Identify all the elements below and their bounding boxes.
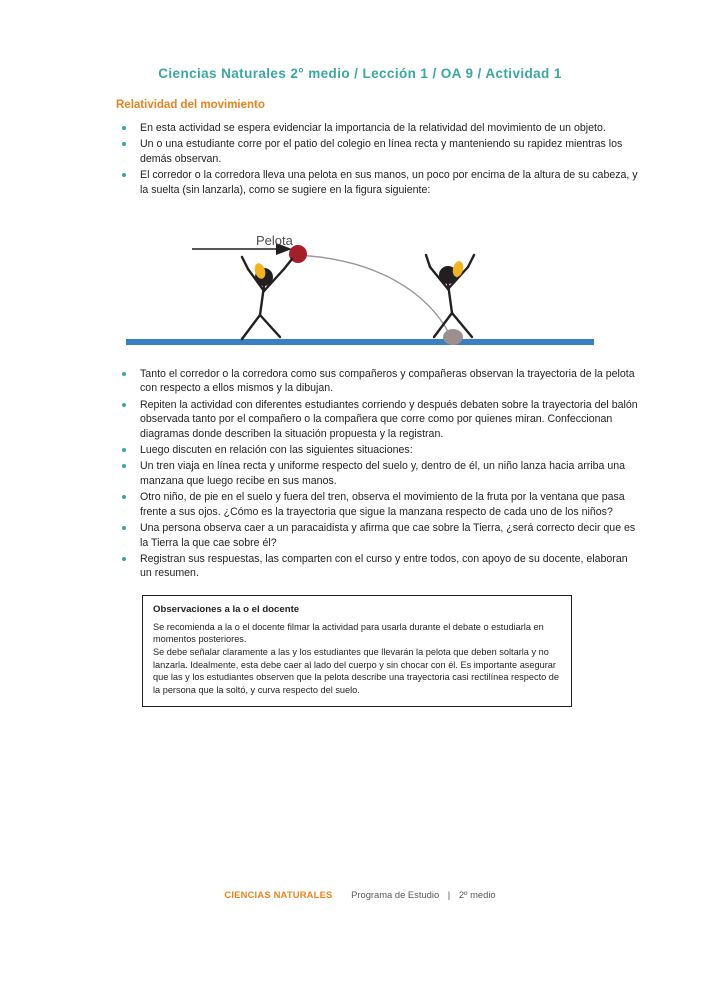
- page-footer: [0, 889, 720, 900]
- list-item: En esta actividad se espera evidenciar la importancia de la relatividad del movimiento de un objeto.: [116, 121, 642, 135]
- ball-landed-icon: [443, 329, 463, 345]
- figure-label: Pelota: [256, 233, 293, 249]
- footer-separator: |: [447, 889, 451, 900]
- note-paragraph: Se recomienda a la o el docente filmar la actividad para usarla durante el debate o estudiarla en momentos posteriores.: [153, 621, 544, 645]
- page-title: Ciencias Naturales 2° medio / Lección 1 / OA 9 / Actividad 1: [158, 66, 562, 81]
- list-item: Un o una estudiante corre por el patio del colegio en línea recta y manteniendo su rapidez mientras los demás observan.: [116, 137, 642, 166]
- section-title: Relatividad del movimiento: [116, 99, 265, 111]
- teacher-note-box: [142, 595, 572, 708]
- runner-right: [426, 255, 474, 337]
- footer-brand: CIENCIAS NATURALES: [224, 889, 333, 900]
- list-item: Una persona observa caer a un paracaidista y afirma que cae sobre la Tierra, ¿será correcto decir que es la Tierra la que cae sobre él?: [116, 521, 642, 550]
- list-item: Repiten la actividad con diferentes estudiantes corriendo y después debaten sobre la trayectoria del balón observada tanto por el compañero o la compañera que corre como por quienes miran. Confeccionan diagramas donde describen la situación propuesta y la registran.: [116, 398, 642, 441]
- list-item: Un tren viaja en línea recta y uniforme respecto del suelo y, dentro de él, un niño lanza hacia arriba una manzana que luego recibe en sus manos.: [116, 459, 642, 488]
- note-title: Observaciones a la o el docente: [153, 603, 300, 615]
- list-item: Otro niño, de pie en el suelo y fuera del tren, observa el movimiento de la fruta por la ventana que pasa frente a sus ojos. ¿Cómo es la trayectoria que sigue la manzana respecto de cada uno de los niños?: [116, 490, 642, 519]
- runner-ball-figure: [78, 211, 642, 361]
- note-paragraph: Se debe señalar claramente a las y los estudiantes que llevarán la pelota que deben soltarla y no lanzarla. Idealmente, esta debe caer al lado del cuerpo y sin chocar con él. Es importante asegurar que las y los estudiantes observen que la pelota describe una trayectoria casi rectilínea respecto de la persona que la soltó, y curva respecto del suelo.: [153, 646, 560, 695]
- list-item: Luego discuten en relación con las siguientes situaciones:: [116, 443, 642, 457]
- list-item: Registran sus respuestas, las comparten con el curso y entre todos, con apoyo de su docente, elaboran un resumen.: [116, 552, 642, 581]
- after-bullet-list: [116, 367, 642, 581]
- intro-bullet-list: [116, 121, 642, 197]
- footer-program: Programa de Estudio: [351, 889, 440, 900]
- footer-level: 2º medio: [458, 889, 496, 900]
- runner-left: [242, 257, 292, 339]
- document-page: [0, 66, 720, 998]
- ground-line: [126, 339, 594, 345]
- list-item: Tanto el corredor o la corredora como sus compañeros y compañeras observan la trayectoria de la pelota con respecto a ellos mismos y la dibujan.: [116, 367, 642, 396]
- list-item: El corredor o la corredora lleva una pelota en sus manos, un poco por encima de la altura de su cabeza, y la suelta (sin lanzarla), como se sugiere en la figura siguiente:: [116, 168, 642, 197]
- figure-illustration: [78, 211, 642, 361]
- trajectory-curve: [296, 255, 450, 335]
